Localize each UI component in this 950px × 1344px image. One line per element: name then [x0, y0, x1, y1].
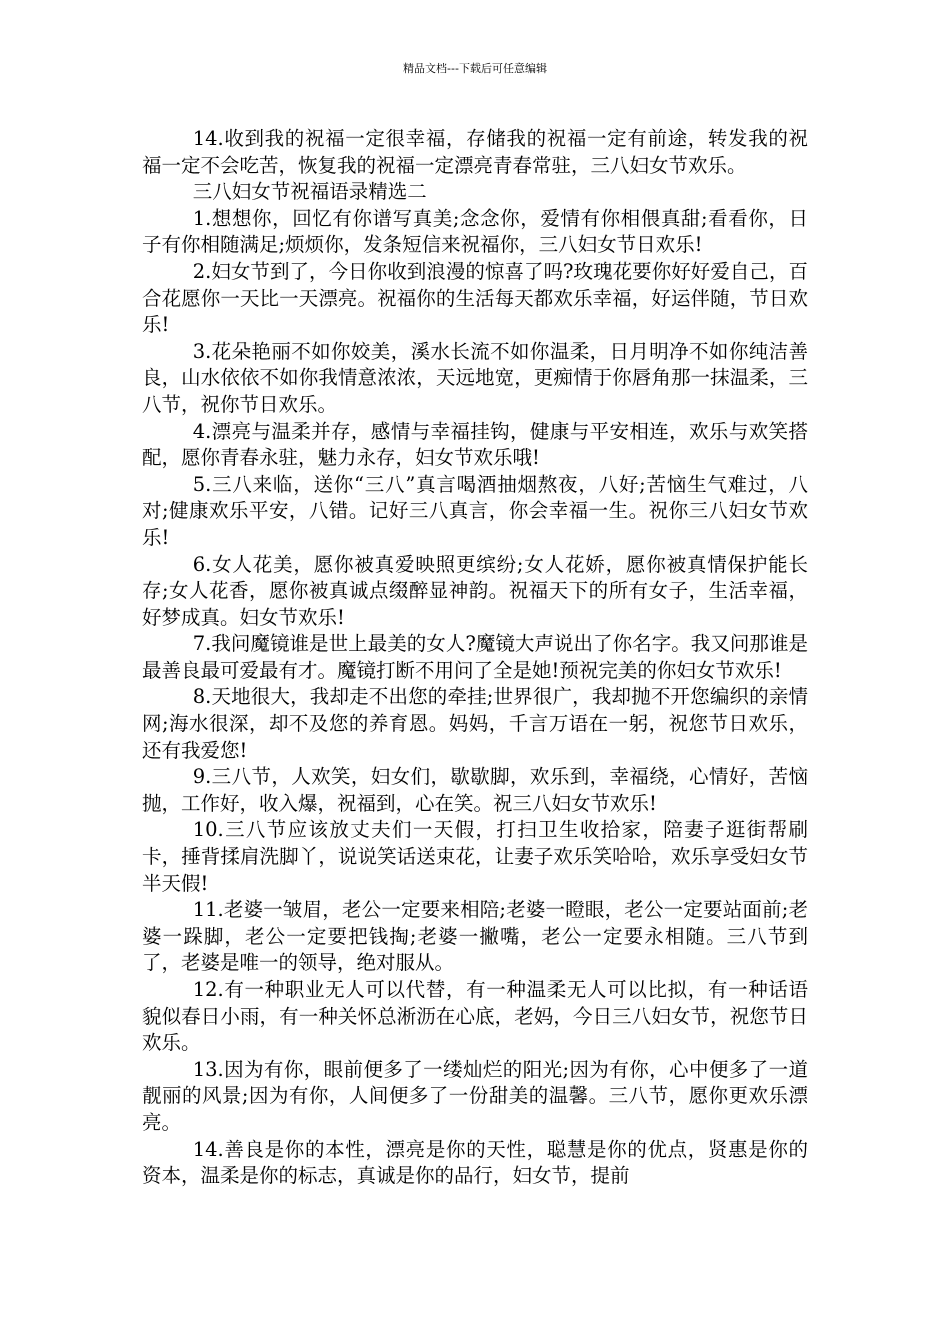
paragraph: 11.老婆一皱眉，老公一定要来相陪;老婆一瞪眼，老公一定要站面前;老婆一跺脚，老公一定要把钱掏;老婆一撇嘴，老公一定要永相随。三八节到了，老婆是唯一的领导，绝对服从。 [142, 898, 808, 975]
paragraph: 8.天地很大，我却走不出您的牵挂;世界很广，我却抛不开您编织的亲情网;海水很深，却不及您的养育恩。妈妈，千言万语在一躬，祝您节日欢乐，还有我爱您! [142, 685, 808, 762]
paragraph: 5.三八来临，送你“三八”真言喝酒抽烟熬夜，八好;苦恼生气难过，八对;健康欢乐平安，八错。记好三八真言，你会幸福一生。祝你三八妇女节欢乐! [142, 472, 808, 549]
document-body [142, 126, 808, 1190]
paragraph: 12.有一种职业无人可以代替，有一种温柔无人可以比拟，有一种话语貌似春日小雨，有一种关怀总淅沥在心底，老妈，今日三八妇女节，祝您节日欢乐。 [142, 978, 808, 1055]
paragraph: 3.花朵艳丽不如你姣美，溪水长流不如你温柔，日月明净不如你纯洁善良，山水依依不如你我情意浓浓，天远地宽，更痴情于你唇角那一抹温柔，三八节，祝你节日欢乐。 [142, 339, 808, 416]
paragraph: 1.想想你，回忆有你谱写真美;念念你，爱情有你相偎真甜;看看你，日子有你相随满足;烦烦你，发条短信来祝福你，三八妇女节日欢乐! [142, 206, 808, 257]
paragraph: 10.三八节应该放丈夫们一天假，打扫卫生收拾家，陪妻子逛街帮刷卡，捶背揉肩洗脚丫，说说笑话送束花，让妻子欢乐笑哈哈，欢乐享受妇女节半天假! [142, 818, 808, 895]
paragraph: 14.善良是你的本性，漂亮是你的天性，聪慧是你的优点，贤惠是你的资本，温柔是你的标志，真诚是你的品行，妇女节，提前 [142, 1137, 808, 1188]
paragraph: 9.三八节，人欢笑，妇女们，歇歇脚，欢乐到，幸福绕，心情好，苦恼抛，工作好，收入爆，祝福到，心在笑。祝三八妇女节欢乐! [142, 765, 808, 815]
paragraph: 13.因为有你，眼前便多了一缕灿烂的阳光;因为有你，心中便多了一道靓丽的风景;因为有你，人间便多了一份甜美的温馨。三八节，愿你更欢乐漂亮。 [142, 1057, 808, 1134]
paragraph: 14.收到我的祝福一定很幸福，存储我的祝福一定有前途，转发我的祝福一定不会吃苦，恢复我的祝福一定漂亮青春常驻，三八妇女节欢乐。 [142, 127, 808, 177]
paragraph: 7.我问魔镜谁是世上最美的女人?魔镜大声说出了你名字。我又问那谁是最善良最可爱最有才。魔镜打断不用问了全是她!预祝完美的你妇女节欢乐! [142, 632, 808, 682]
section-heading: 三八妇女节祝福语录精选二 [192, 180, 427, 204]
paragraph: 6.女人花美，愿你被真爱映照更缤纷;女人花娇，愿你被真情保护能长存;女人花香，愿你被真诚点缀醉显神韵。祝福天下的所有女子，生活幸福，好梦成真。妇女节欢乐! [142, 552, 808, 629]
paragraph: 2.妇女节到了，今日你收到浪漫的惊喜了吗?玫瑰花要你好好爱自己，百合花愿你一天比一天漂亮。祝福你的生活每天都欢乐幸福，好运伴随，节日欢乐! [142, 259, 808, 337]
paragraph: 4.漂亮与温柔并存，感情与幸福挂钩，健康与平安相连，欢乐与欢笑搭配，愿你青春永驻，魅力永存，妇女节欢乐哦! [142, 419, 808, 470]
page-header: 精品文档---下载后可任意编辑 [403, 62, 547, 75]
